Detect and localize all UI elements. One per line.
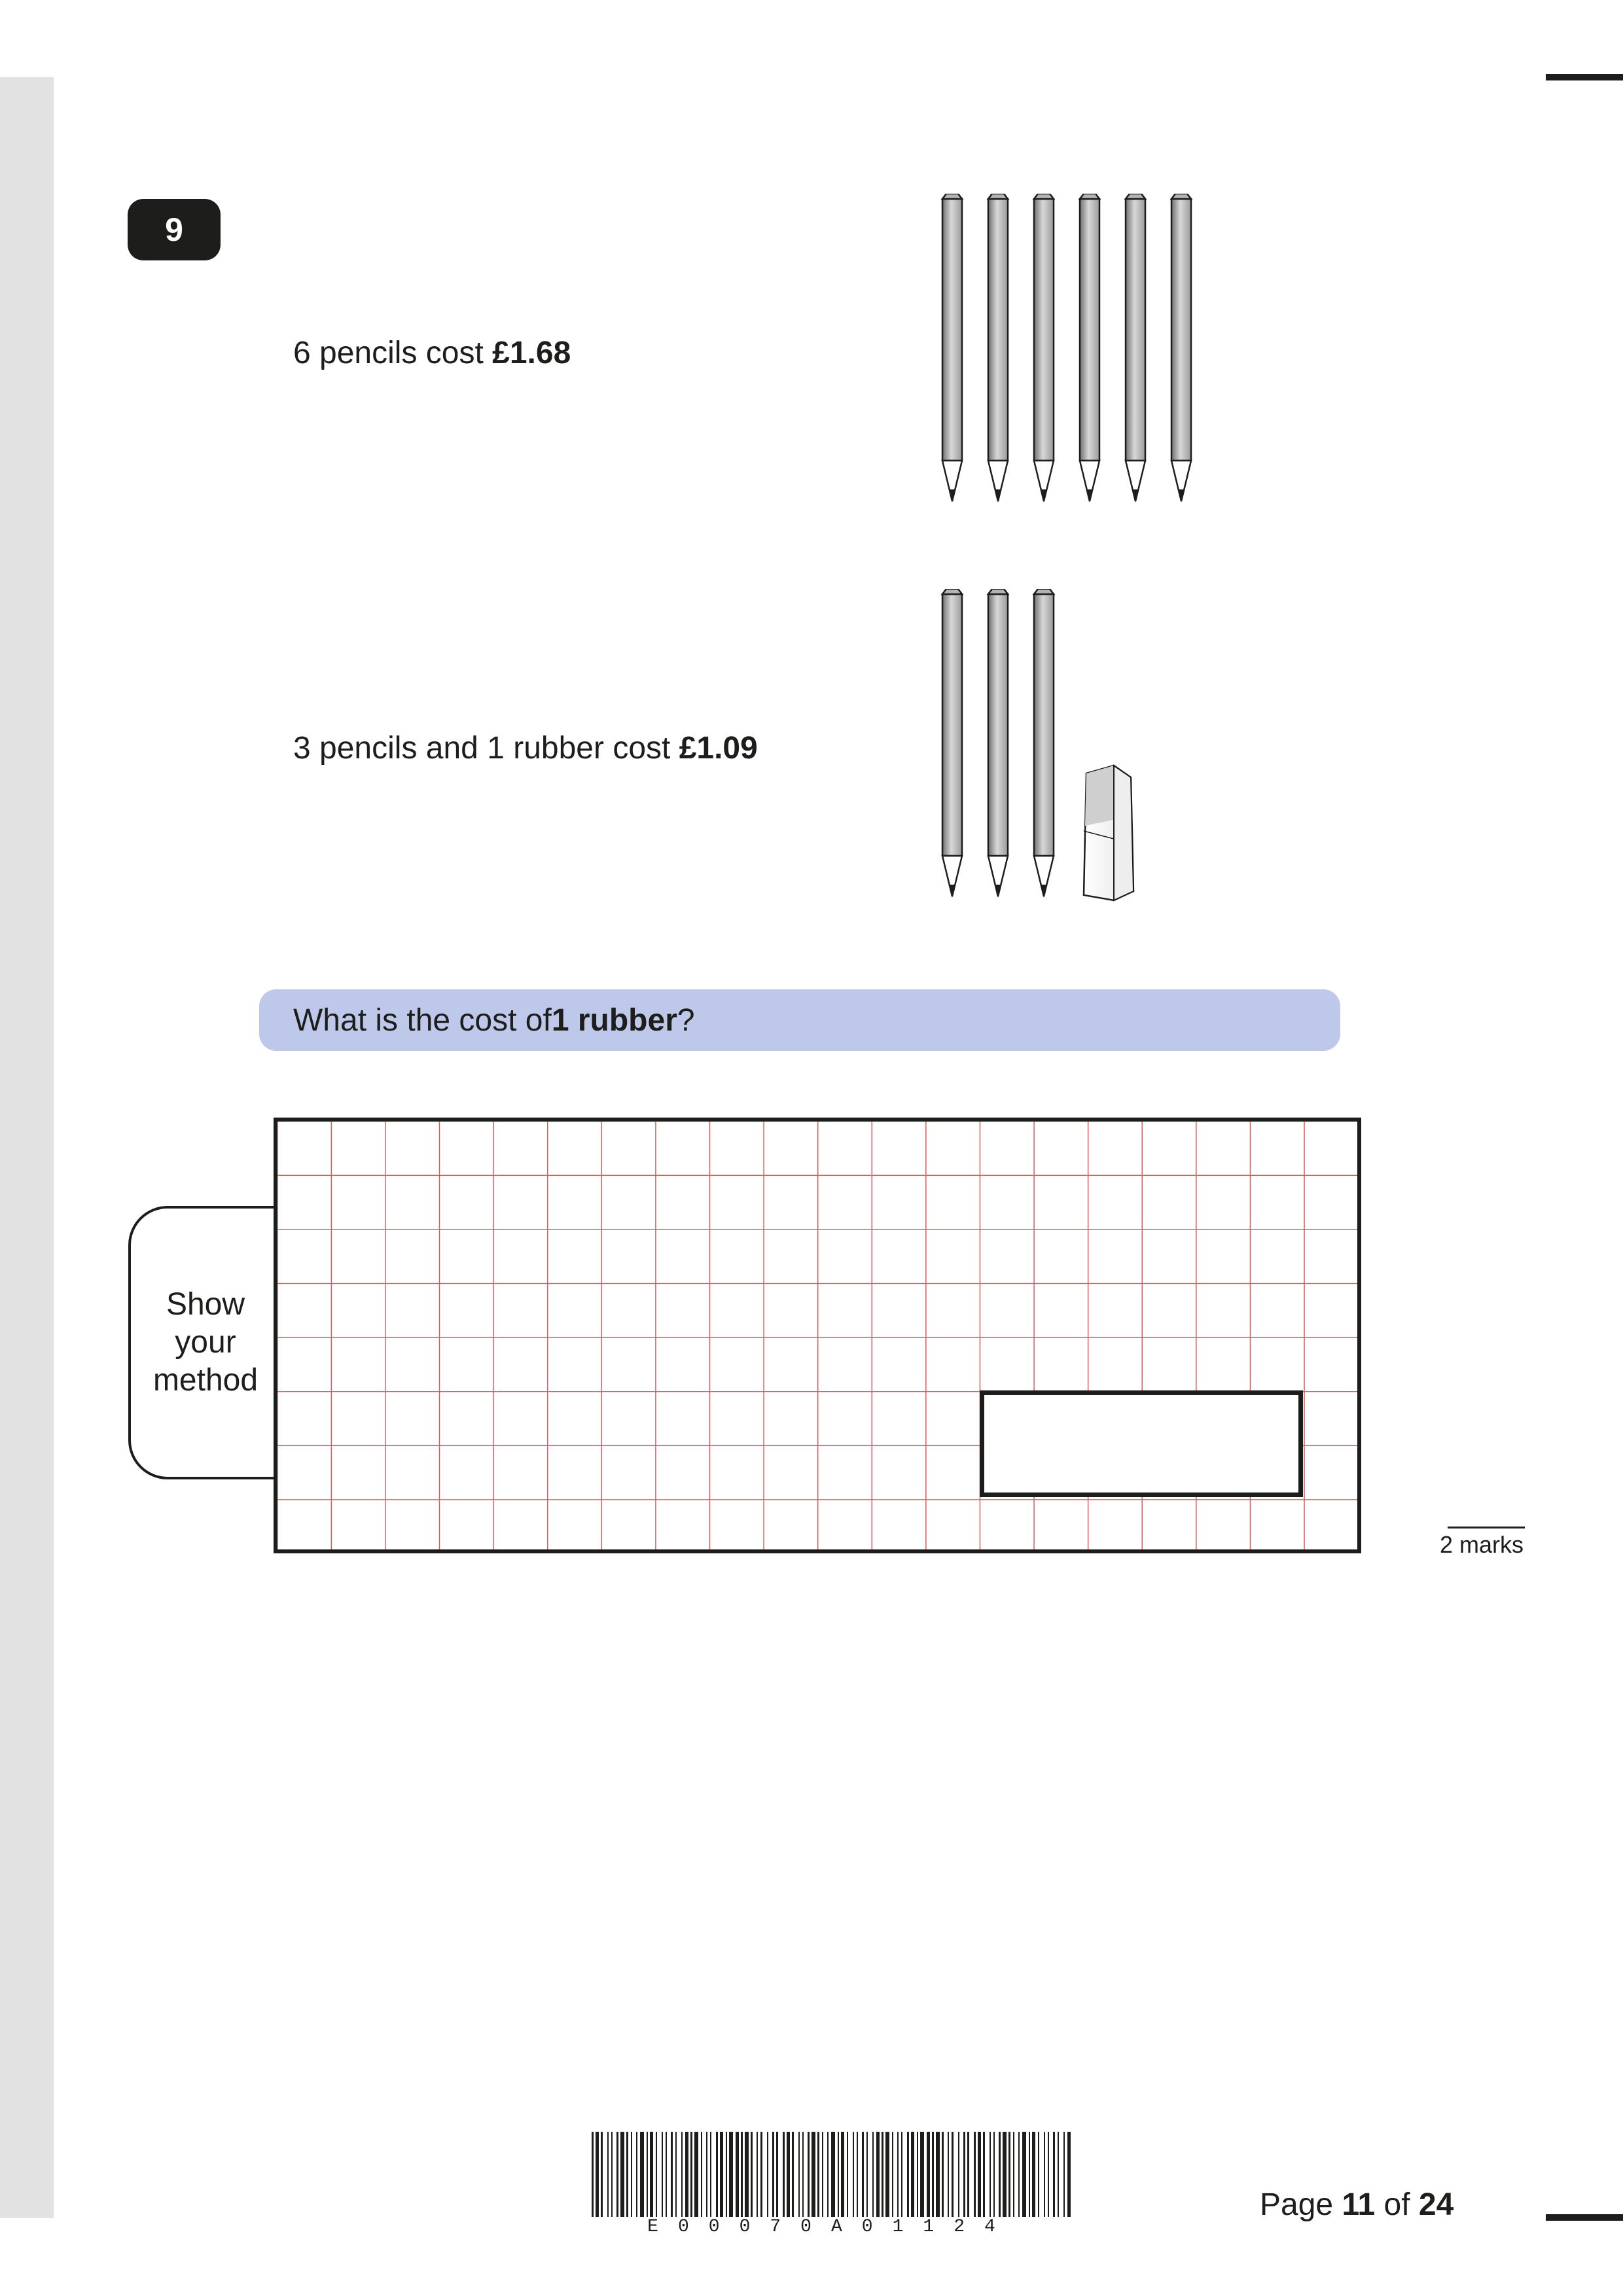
barcode-bar	[710, 2132, 711, 2217]
barcode-bar	[675, 2132, 677, 2217]
barcode-bar	[911, 2132, 914, 2217]
statement-pencils-rubber-text: 3 pencils and 1 rubber cost	[293, 731, 679, 766]
barcode-bar	[907, 2132, 909, 2217]
page-number: 11	[1342, 2187, 1376, 2222]
barcode-bar	[1058, 2132, 1059, 2217]
barcode-bar	[927, 2132, 930, 2217]
barcode-bar	[812, 2132, 815, 2217]
pencil-icon	[1034, 194, 1054, 503]
barcode-bar	[862, 2132, 864, 2217]
question-prompt-suffix: ?	[677, 1002, 695, 1038]
barcode-bar	[726, 2132, 727, 2217]
barcode-bar	[620, 2132, 624, 2217]
barcode-bar	[787, 2132, 790, 2217]
barcode-bar	[967, 2132, 969, 2217]
barcode-bar	[685, 2132, 688, 2217]
barcode-text: E00070A01124	[647, 2217, 1015, 2237]
side-strip	[0, 77, 54, 2218]
barcode-bar	[701, 2132, 702, 2217]
barcode-bar	[656, 2132, 657, 2217]
barcode-bar	[751, 2132, 753, 2217]
statement-pencils-rubber	[293, 730, 758, 766]
question-prompt	[259, 989, 1340, 1051]
barcode-bar	[772, 2132, 774, 2217]
barcode-bar	[1003, 2132, 1007, 2217]
page-footer-middle: of	[1375, 2187, 1419, 2222]
barcode-bar	[827, 2132, 829, 2217]
barcode-bar	[822, 2132, 823, 2217]
barcode-bar	[601, 2132, 603, 2217]
pencil-icon	[988, 589, 1008, 898]
barcode-bar	[808, 2132, 810, 2217]
barcode-bar	[662, 2132, 663, 2217]
answer-box[interactable]	[980, 1390, 1303, 1497]
barcode-bar	[838, 2132, 839, 2217]
pencil-icon	[942, 589, 962, 898]
barcode-bar	[607, 2132, 609, 2217]
question-prompt-bold: 1 rubber	[551, 1002, 677, 1038]
statement-pencils-rubber-amount: £1.09	[679, 731, 758, 766]
barcode	[589, 2132, 1073, 2217]
barcode-bar	[1048, 2132, 1049, 2217]
barcode-bar	[876, 2132, 880, 2217]
barcode-bar	[917, 2132, 918, 2217]
barcode-bar	[936, 2132, 940, 2217]
page-footer-prefix: Page	[1260, 2187, 1342, 2222]
barcode-bar	[1038, 2132, 1039, 2217]
barcode-bar	[757, 2132, 758, 2217]
barcode-bar	[596, 2132, 599, 2217]
barcode-bar	[690, 2132, 692, 2217]
barcode-bar	[1008, 2132, 1010, 2217]
barcode-bar	[716, 2132, 718, 2217]
barcode-bar	[798, 2132, 800, 2217]
method-tab-line-3: method	[152, 1363, 259, 1398]
barcode-bar	[616, 2132, 618, 2217]
barcode-bar	[741, 2132, 743, 2217]
barcode-bar	[952, 2132, 954, 2217]
barcode-bar	[1013, 2132, 1014, 2217]
barcode-bar	[872, 2132, 874, 2217]
barcode-bar	[720, 2132, 723, 2217]
barcode-bar	[999, 2132, 1001, 2217]
barcode-bar	[948, 2132, 949, 2217]
barcode-bar	[640, 2132, 644, 2217]
barcode-bar	[942, 2132, 944, 2217]
barcode-bar	[1067, 2132, 1071, 2217]
barcode-bar	[882, 2132, 883, 2217]
barcode-bar	[1018, 2132, 1020, 2217]
barcode-bar	[1044, 2132, 1045, 2217]
barcode-bar	[631, 2132, 632, 2217]
barcode-bar	[626, 2132, 628, 2217]
barcode-bar	[666, 2132, 667, 2217]
barcode-bar	[978, 2132, 981, 2217]
three-pencils-rubber-illustration	[929, 589, 1152, 912]
barcode-bar	[1029, 2132, 1030, 2217]
barcode-bar	[776, 2132, 778, 2217]
barcode-bar	[963, 2132, 965, 2217]
pencil-icon	[1080, 194, 1099, 503]
barcode-bar	[1053, 2132, 1055, 2217]
barcode-bar	[650, 2132, 653, 2217]
pencil-icon	[1171, 194, 1191, 503]
barcode-bar	[892, 2132, 893, 2217]
barcode-bar	[706, 2132, 707, 2217]
barcode-bar	[897, 2132, 899, 2217]
barcode-bar	[611, 2132, 613, 2217]
barcode-bar	[736, 2132, 739, 2217]
barcode-bar	[993, 2132, 995, 2217]
method-tab-line-1: Show	[166, 1287, 245, 1322]
page-footer	[1260, 2187, 1454, 2223]
rubber-icon	[1084, 766, 1133, 900]
barcode-bar	[866, 2132, 868, 2217]
barcode-bar	[783, 2132, 785, 2217]
barcode-bar	[767, 2132, 768, 2217]
barcode-bar	[841, 2132, 844, 2217]
barcode-bar	[831, 2132, 835, 2217]
pencil-icon	[1126, 194, 1145, 503]
barcode-bar	[681, 2132, 683, 2217]
barcode-bar	[745, 2132, 749, 2217]
barcode-bar	[885, 2132, 889, 2217]
barcode-bar	[932, 2132, 934, 2217]
statement-six-pencils	[293, 335, 571, 371]
statement-six-pencils-amount: £1.68	[492, 336, 571, 370]
barcode-bar	[857, 2132, 858, 2217]
barcode-bar	[1022, 2132, 1026, 2217]
corner-mark-top	[1546, 74, 1623, 80]
barcode-bar	[792, 2132, 794, 2217]
barcode-bar	[729, 2132, 733, 2217]
marks-line	[1448, 1527, 1525, 1528]
barcode-bar	[694, 2132, 698, 2217]
barcode-bar	[671, 2132, 673, 2217]
barcode-bar	[990, 2132, 991, 2217]
barcode-bar	[958, 2132, 959, 2217]
question-number-badge: 9	[128, 199, 221, 260]
six-pencils-illustration	[929, 194, 1217, 517]
marks-label: 2 marks	[1440, 1531, 1524, 1558]
barcode-bar	[1032, 2132, 1035, 2217]
statement-six-pencils-text: 6 pencils cost	[293, 336, 493, 370]
barcode-bar	[847, 2132, 848, 2217]
pencil-icon	[988, 194, 1008, 503]
barcode-bar	[647, 2132, 648, 2217]
pencil-icon	[942, 194, 962, 503]
barcode-bar	[636, 2132, 637, 2217]
show-your-method-tab	[128, 1206, 280, 1479]
barcode-bar	[760, 2132, 762, 2217]
barcode-bar	[802, 2132, 804, 2217]
barcode-bar	[901, 2132, 902, 2217]
barcode-bar	[974, 2132, 976, 2217]
method-tab-line-2: your	[175, 1325, 236, 1360]
barcode-bar	[920, 2132, 924, 2217]
page-total: 24	[1418, 2187, 1454, 2222]
barcode-bar	[983, 2132, 985, 2217]
question-prompt-prefix: What is the cost of	[293, 1002, 552, 1038]
barcode-bar	[817, 2132, 819, 2217]
corner-mark-bottom	[1546, 2214, 1623, 2221]
barcode-bar	[592, 2132, 594, 2217]
barcode-bar	[1063, 2132, 1065, 2217]
barcode-bar	[853, 2132, 854, 2217]
pencil-icon	[1034, 589, 1054, 898]
